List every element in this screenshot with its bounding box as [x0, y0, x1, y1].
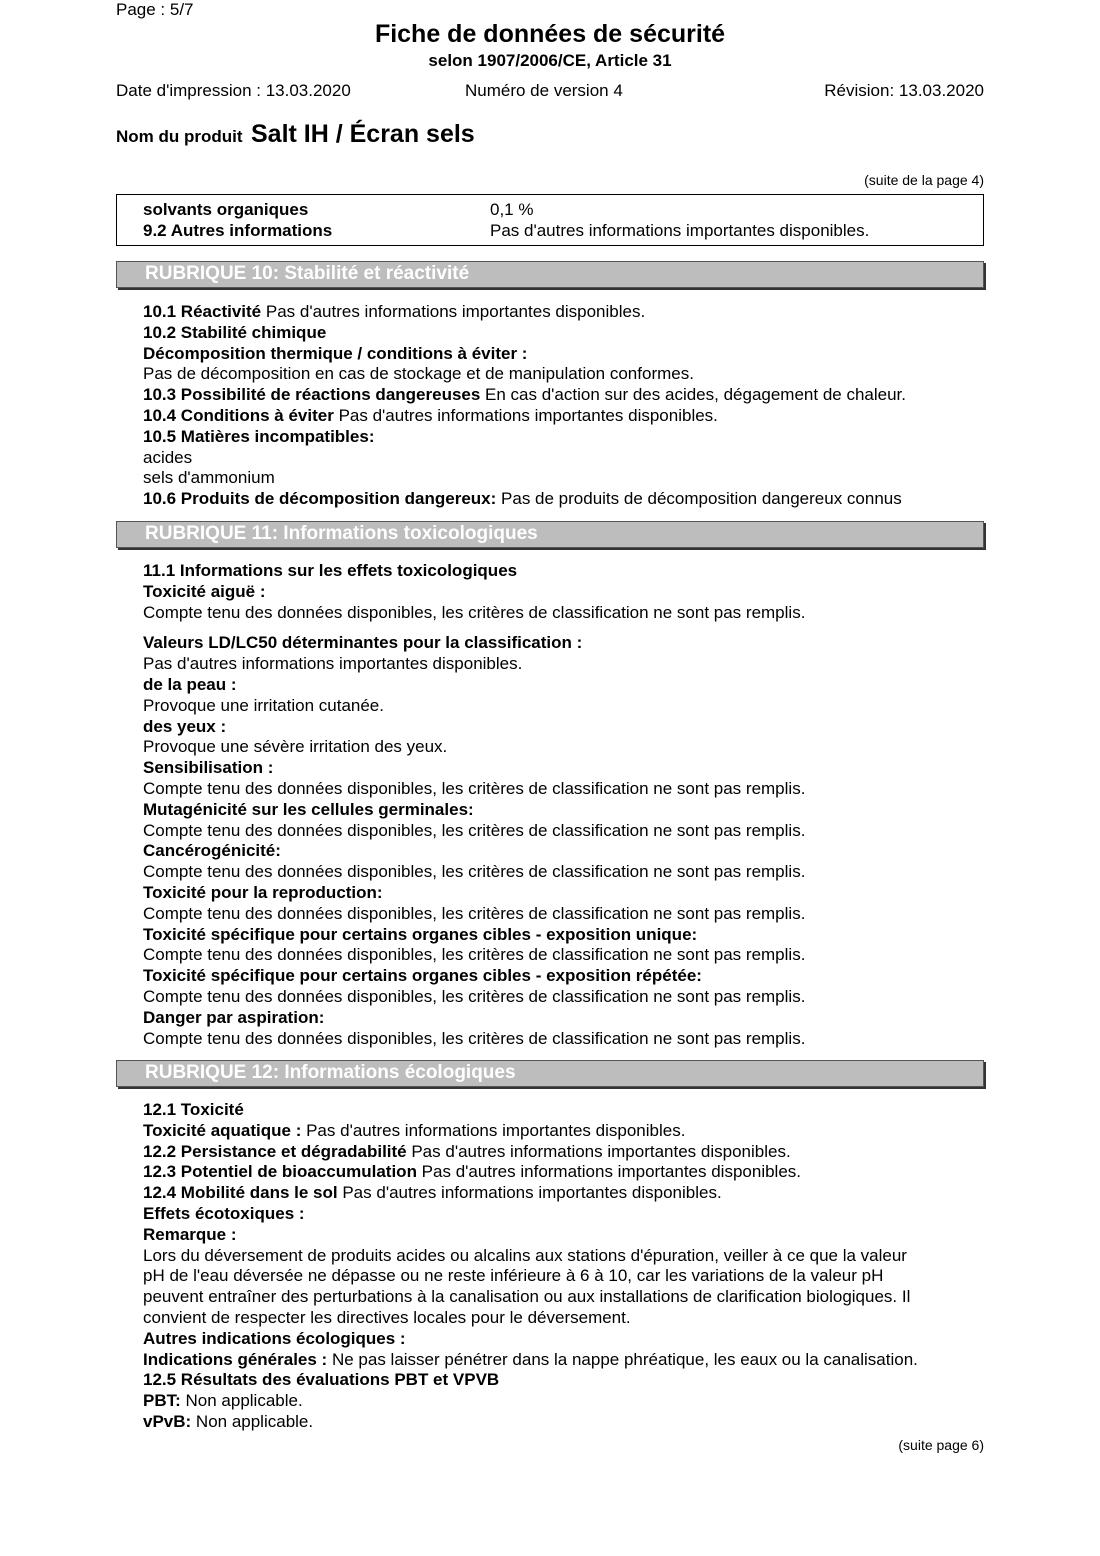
label: Valeurs LD/LC50 déterminantes pour la classification :: [143, 633, 583, 653]
text-line: [143, 1121, 918, 1142]
section-10-header: [116, 261, 984, 288]
section-11-body: [143, 561, 805, 1049]
label: 12.4 Mobilité dans le sol: [143, 1183, 338, 1203]
label: 12.3 Potentiel de bioaccumulation: [143, 1162, 417, 1182]
revision-date: Révision: 13.03.2020: [824, 81, 984, 100]
text-line: [143, 603, 805, 624]
text-line: [143, 344, 906, 365]
text-line: [143, 1329, 918, 1350]
value: Pas d'autres informations importantes disponibles.: [333, 405, 718, 425]
section-12-body: [143, 1100, 918, 1433]
text-line: [143, 427, 906, 448]
text-line: [143, 717, 805, 738]
label: 10.6 Produits de décomposition dangereux:: [143, 489, 497, 509]
label: Toxicité pour la reproduction:: [143, 882, 383, 902]
text-line: [143, 800, 805, 821]
value: Non applicable.: [191, 1411, 314, 1431]
label: Danger par aspiration:: [143, 1007, 325, 1027]
text-line: [143, 1225, 918, 1246]
value: Compte tenu des données disponibles, les critères de classification ne sont pas remplis.: [143, 820, 806, 840]
label: Remarque :: [143, 1224, 237, 1244]
text-line: [143, 696, 805, 717]
text-line: [143, 468, 906, 489]
label: 12.1 Toxicité: [143, 1100, 244, 1119]
property-row: [143, 221, 869, 241]
print-date: Date d'impression : 13.03.2020: [116, 81, 351, 100]
property-row: [143, 200, 533, 220]
value: Pas de produits de décomposition dangereux connus: [496, 489, 902, 509]
value: En cas d'action sur des acides, dégagement de chaleur.: [480, 385, 906, 405]
label: des yeux :: [143, 716, 227, 736]
value: Compte tenu des données disponibles, les critères de classification ne sont pas remplis.: [143, 1028, 806, 1048]
label: 10.4 Conditions à éviter: [143, 405, 334, 425]
value: Ne pas laisser pénétrer dans la nappe phréatique, les eaux ou la canalisation.: [327, 1349, 918, 1369]
text-line: [143, 633, 805, 654]
value: Compte tenu des données disponibles, les critères de classification ne sont pas remplis.: [143, 945, 806, 965]
text-line: [143, 1008, 805, 1029]
text-line: [143, 1266, 918, 1287]
value: Compte tenu des données disponibles, les critères de classification ne sont pas remplis.: [143, 986, 806, 1006]
label: Décomposition thermique / conditions à éviter :: [143, 343, 528, 363]
product-label: Nom du produit: [116, 127, 243, 146]
text-line: [143, 385, 906, 406]
text-line: [143, 987, 805, 1008]
label: Autres indications écologiques :: [143, 1328, 406, 1348]
page-number: Page : 5/7: [116, 0, 194, 19]
label: Effets écotoxiques :: [143, 1203, 305, 1223]
version-number: Numéro de version 4: [465, 81, 623, 100]
label: Toxicité aiguë :: [143, 581, 266, 601]
section-11-header: [116, 521, 984, 548]
text-line: [143, 448, 906, 469]
value: Compte tenu des données disponibles, les critères de classification ne sont pas remplis.: [143, 778, 806, 798]
value: Compte tenu des données disponibles, les critères de classification ne sont pas remplis.: [143, 903, 806, 923]
value: convient de respecter les directives locales pour le déversement.: [143, 1307, 631, 1327]
section-10-body: [143, 302, 906, 510]
value: Pas de décomposition en cas de stockage et de manipulation conformes.: [143, 364, 694, 384]
text-line: [143, 489, 906, 510]
text-line: [143, 821, 805, 842]
label: vPvB:: [143, 1411, 192, 1431]
text-line: [143, 1391, 918, 1412]
text-line: [143, 1287, 918, 1308]
text-line: [143, 582, 805, 603]
document-subtitle: selon 1907/2006/CE, Article 31: [428, 51, 672, 70]
value: Lors du déversement de produits acides ou alcalins aux stations d'épuration, veiller à ce que la valeur: [143, 1245, 907, 1265]
label: 12.5 Résultats des évaluations PBT et VPVB: [143, 1370, 500, 1390]
text-line: [143, 654, 805, 675]
section-12-header: [116, 1060, 984, 1087]
product-line: [116, 120, 475, 149]
value: Pas d'autres informations importantes disponibles.: [143, 654, 523, 674]
label: 12.2 Persistance et dégradabilité: [143, 1141, 407, 1161]
label: Toxicité aquatique :: [143, 1120, 302, 1140]
text-line: [143, 1308, 918, 1329]
text-line: [143, 1412, 918, 1433]
text-line: [143, 1204, 918, 1225]
label: 11.1 Informations sur les effets toxicologiques: [143, 561, 518, 580]
label: PBT:: [143, 1391, 181, 1411]
label: Toxicité spécifique pour certains organes cibles - exposition répétée:: [143, 966, 702, 986]
section-title: RUBRIQUE 10: Stabilité et réactivité: [145, 263, 470, 284]
text-line: [143, 1029, 805, 1050]
value: Pas d'autres informations importantes disponibles.: [416, 1162, 802, 1182]
text-line: [143, 1162, 918, 1183]
label: Mutagénicité sur les cellules germinales:: [143, 799, 474, 819]
text-line: [143, 406, 906, 427]
text-line: [143, 862, 805, 883]
property-name: 9.2 Autres informations: [143, 221, 333, 240]
text-line: [143, 561, 805, 582]
text-line: [143, 758, 805, 779]
label: 10.1 Réactivité: [143, 302, 262, 321]
section-title: RUBRIQUE 11: Informations toxicologiques: [145, 523, 538, 544]
label: Cancérogénicité:: [143, 841, 281, 861]
value: Pas d'autres informations importantes disponibles.: [337, 1183, 722, 1203]
text-line: [143, 323, 906, 344]
property-value: 0,1 %: [490, 200, 534, 219]
value: Pas d'autres informations importantes disponibles.: [301, 1120, 686, 1140]
property-name: solvants organiques: [143, 200, 309, 219]
value: Provoque une sévère irritation des yeux.: [143, 737, 448, 757]
section-title: RUBRIQUE 12: Informations écologiques: [145, 1062, 516, 1083]
property-value: Pas d'autres informations importantes disponibles.: [490, 221, 870, 240]
text-line: [143, 925, 805, 946]
value: sels d'ammonium: [143, 468, 275, 488]
text-line: [143, 1183, 918, 1204]
value: Compte tenu des données disponibles, les critères de classification ne sont pas remplis.: [143, 862, 806, 882]
value: acides: [143, 447, 193, 467]
value: pH de l'eau déversée ne dépasse ou ne reste inférieure à 6 à 10, car les variations de la valeur pH: [143, 1266, 884, 1286]
text-line: [143, 1142, 918, 1163]
text-line: [143, 966, 805, 987]
text-line: [143, 883, 805, 904]
document-title: Fiche de données de sécurité: [374, 20, 726, 48]
text-line: [143, 364, 906, 385]
product-name: Salt IH / Écran sels: [250, 120, 475, 148]
text-line: [143, 737, 805, 758]
text-line: [143, 1100, 918, 1121]
text-line: [143, 1246, 918, 1267]
text-line: [143, 779, 805, 800]
properties-table: [116, 194, 984, 246]
value: Provoque une irritation cutanée.: [143, 695, 384, 715]
value: Pas d'autres informations importantes disponibles.: [406, 1141, 791, 1161]
continued-from-note: (suite de la page 4): [864, 172, 984, 188]
text-line: [143, 675, 805, 696]
text-line: [143, 302, 906, 323]
label: Toxicité spécifique pour certains organes cibles - exposition unique:: [143, 924, 698, 944]
text-line: [143, 1350, 918, 1371]
label: Indications générales :: [143, 1349, 328, 1369]
continued-to-note: (suite page 6): [898, 1437, 984, 1453]
value: Compte tenu des données disponibles, les critères de classification ne sont pas remplis.: [143, 602, 806, 622]
value: Pas d'autres informations importantes disponibles.: [261, 302, 646, 321]
text-line: [143, 841, 805, 862]
text-line: [143, 945, 805, 966]
label: 10.3 Possibilité de réactions dangereuses: [143, 385, 481, 405]
value: Non applicable.: [180, 1391, 303, 1411]
label: Sensibilisation :: [143, 758, 274, 778]
value: peuvent entraîner des perturbations à la canalisation ou aux installations de clarification biologiques. Il: [143, 1287, 911, 1307]
label: de la peau :: [143, 674, 237, 694]
text-line: [143, 904, 805, 925]
text-line: [143, 1370, 918, 1391]
label: 10.2 Stabilité chimique: [143, 322, 327, 342]
label: 10.5 Matières incompatibles:: [143, 426, 375, 446]
